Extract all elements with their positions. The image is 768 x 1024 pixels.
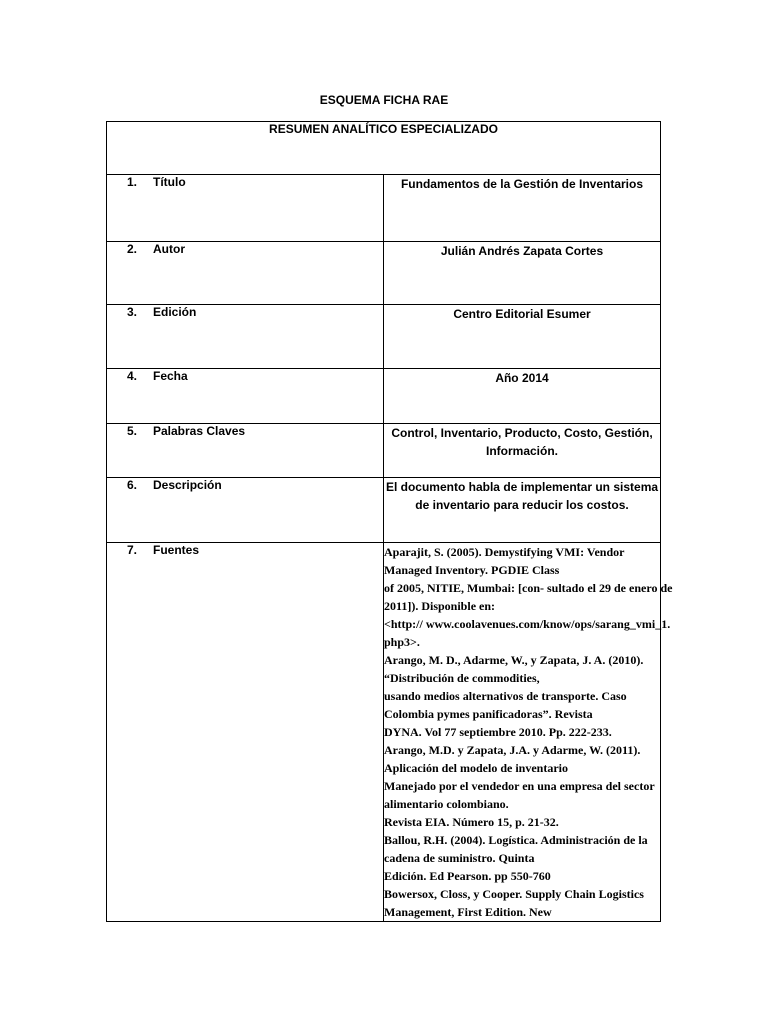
reference-line: Managed Inventory. PGDIE Class bbox=[384, 563, 560, 577]
row-label-fuentes: Fuentes bbox=[153, 543, 200, 557]
table-row-edicion bbox=[107, 305, 661, 369]
reference-line: Bowersox, Closs, y Cooper. Supply Chain Logistics bbox=[384, 887, 644, 901]
reference-line: Management, First Edition. New bbox=[384, 905, 552, 919]
table-header: RESUMEN ANALÍTICO ESPECIALIZADO bbox=[107, 122, 661, 175]
row-label-edicion: Edición bbox=[153, 305, 197, 319]
row-value-descripcion: El documento habla de implementar un sistema de inventario para reducir los costos. bbox=[384, 478, 661, 543]
row-number: 1. bbox=[126, 175, 137, 189]
reference-line: Arango, M. D., Adarme, W., y Zapata, J. A. (2010). bbox=[384, 653, 644, 667]
row-number: 6. bbox=[126, 478, 137, 492]
row-value-fecha: Año 2014 bbox=[384, 369, 661, 424]
row-number: 5. bbox=[126, 424, 137, 438]
table-row-palabras-claves bbox=[107, 424, 661, 478]
reference-line: Aparajit, S. (2005). Demystifying VMI: Vendor bbox=[384, 545, 625, 559]
table-row-descripcion bbox=[107, 478, 661, 543]
table-row-titulo bbox=[107, 175, 661, 242]
reference-line: of 2005, NITIE, Mumbai: [con- sultado el 29 de enero de bbox=[384, 581, 673, 595]
row-value-autor: Julián Andrés Zapata Cortes bbox=[384, 242, 661, 305]
row-label-palabras-claves: Palabras Claves bbox=[153, 424, 246, 438]
row-value-edicion: Centro Editorial Esumer bbox=[384, 305, 661, 369]
reference-line: Edición. Ed Pearson. pp 550-760 bbox=[384, 869, 551, 883]
row-label-fecha: Fecha bbox=[153, 369, 188, 383]
row-number: 4. bbox=[126, 369, 137, 383]
reference-line: alimentario colombiano. bbox=[384, 797, 509, 811]
reference-line: <http:// www.coolavenues.com/know/ops/sarang_vmi_1. bbox=[384, 617, 671, 631]
reference-line: DYNA. Vol 77 septiembre 2010. Pp. 222-233. bbox=[384, 725, 612, 739]
row-value-palabras-claves: Control, Inventario, Producto, Costo, Gestión, Información. bbox=[384, 424, 661, 478]
reference-line: “Distribución de commodities, bbox=[384, 671, 540, 685]
row-value-titulo: Fundamentos de la Gestión de Inventarios bbox=[384, 175, 661, 242]
reference-line: Colombia pymes panificadoras”. Revista bbox=[384, 707, 593, 721]
row-number: 3. bbox=[126, 305, 137, 319]
table-row-fecha bbox=[107, 369, 661, 424]
reference-line: Aplicación del modelo de inventario bbox=[384, 761, 568, 775]
row-number: 2. bbox=[126, 242, 137, 256]
rae-table bbox=[106, 121, 673, 922]
fuentes-references bbox=[384, 543, 673, 922]
reference-line: php3>. bbox=[384, 635, 420, 649]
table-row-fuentes bbox=[107, 543, 661, 922]
reference-line: usando medios alternativos de transporte. Caso bbox=[384, 689, 627, 703]
table-row-autor bbox=[107, 242, 661, 305]
row-label-autor: Autor bbox=[153, 242, 185, 256]
document-title: ESQUEMA FICHA RAE bbox=[319, 93, 449, 107]
row-label-descripcion: Descripción bbox=[153, 478, 222, 492]
reference-line: cadena de suministro. Quinta bbox=[384, 851, 535, 865]
table-header-row bbox=[107, 122, 661, 175]
reference-line: 2011]). Disponible en: bbox=[384, 599, 496, 613]
reference-line: Revista EIA. Número 15, p. 21-32. bbox=[384, 815, 559, 829]
row-label-titulo: Título bbox=[153, 175, 186, 189]
reference-line: Arango, M.D. y Zapata, J.A. y Adarme, W. (2011). bbox=[384, 743, 641, 757]
row-number: 7. bbox=[126, 543, 137, 557]
reference-line: Ballou, R.H. (2004). Logística. Administración de la bbox=[384, 833, 648, 847]
reference-line: Manejado por el vendedor en una empresa del sector bbox=[384, 779, 655, 793]
